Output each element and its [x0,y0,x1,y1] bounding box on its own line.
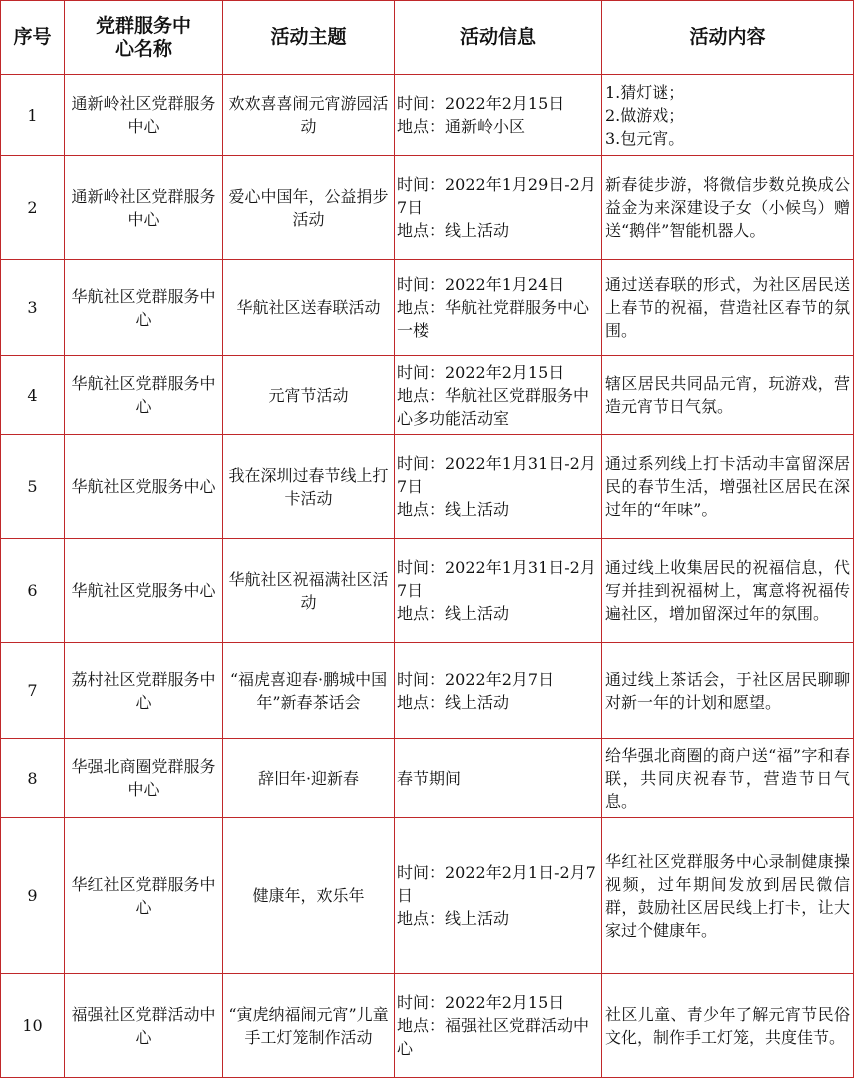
table-row [1,539,854,643]
table-row [1,75,854,156]
cell-info [395,356,602,435]
header-index: 序号 [1,1,65,75]
info-line: 地点：线上活动 [397,604,510,623]
cell-theme: “福虎喜迎春·鹏城中国年”新春茶话会 [223,643,395,739]
cell-theme: 健康年，欢乐年 [223,818,395,974]
content-line: 社区儿童、青少年了解元宵节民俗文化，制作手工灯笼，共度佳节。 [605,1004,850,1047]
cell-info [395,435,602,539]
cell-org: 华航社区党群服务中心 [65,260,223,356]
table-row [1,356,854,435]
info-line: 时间：2022年2月15日 [397,993,565,1012]
info-line: 时间：2022年1月29日-2月7日 [397,175,596,217]
table-header-row [1,1,854,75]
cell-content [602,974,854,1078]
info-line: 时间：2022年2月15日 [397,94,565,113]
cell-info [395,539,602,643]
content-line: 通过系列线上打卡活动丰富留深居民的春节生活，增强社区居民在深过年的“年味”。 [605,454,850,519]
cell-org: 华航社区党服务中心 [65,435,223,539]
info-line: 时间：2022年1月31日-2月7日 [397,558,596,600]
content-line: 给华强北商圈的商户送“福”字和春联，共同庆祝春节，营造节日气息。 [605,745,850,811]
cell-index: 6 [1,539,65,643]
info-line: 地点：线上活动 [397,909,510,928]
table-row [1,260,854,356]
content-line: 通过线上收集居民的祝福信息，代写并挂到祝福树上，寓意将祝福传遍社区，增加留深过年的氛围。 [605,558,850,623]
cell-theme: 辞旧年·迎新春 [223,739,395,818]
cell-index: 9 [1,818,65,974]
cell-org: 华红社区党群服务中心 [65,818,223,974]
info-line: 时间：2022年2月7日 [397,669,555,689]
cell-content [602,356,854,435]
info-line: 地点：华航社区党群服务中心多功能活动室 [397,385,590,428]
table-body [1,75,854,1078]
table-row [1,643,854,739]
header-org: 党群服务中心名称 [65,1,223,75]
table-row [1,435,854,539]
info-line: 春节期间 [397,768,462,788]
info-line: 时间：2022年1月24日 [397,275,565,294]
cell-info [395,739,602,818]
cell-index: 1 [1,75,65,156]
info-line: 地点：线上活动 [397,692,510,712]
cell-org: 通新岭社区党群服务中心 [65,156,223,260]
cell-info [395,974,602,1078]
table-row [1,156,854,260]
table-row [1,974,854,1078]
info-line: 时间：2022年2月15日 [397,362,565,382]
content-line: 2.做游戏； [605,105,685,125]
cell-content [602,539,854,643]
cell-theme: 华航社区送春联活动 [223,260,395,356]
cell-content [602,739,854,818]
cell-content [602,156,854,260]
info-line: 地点：线上活动 [397,500,510,519]
cell-org: 华航社区党群服务中心 [65,356,223,435]
cell-info [395,643,602,739]
content-line: 1.猜灯谜； [605,82,685,102]
header-theme: 活动主题 [223,1,395,75]
info-line: 地点：华航社党群服务中心一楼 [397,298,590,340]
cell-org: 荔村社区党群服务中心 [65,643,223,739]
cell-index: 8 [1,739,65,818]
cell-index: 10 [1,974,65,1078]
cell-org: 福强社区党群活动中心 [65,974,223,1078]
cell-org: 华强北商圈党群服务中心 [65,739,223,818]
info-line: 地点：线上活动 [397,221,510,240]
cell-content [602,818,854,974]
content-line: 通过送春联的形式，为社区居民送上春节的祝福，营造社区春节的氛围。 [605,275,850,340]
cell-index: 4 [1,356,65,435]
cell-theme: 元宵节活动 [223,356,395,435]
cell-info [395,818,602,974]
cell-org: 华航社区党服务中心 [65,539,223,643]
cell-index: 3 [1,260,65,356]
cell-theme: 爱心中国年，公益捐步活动 [223,156,395,260]
content-line: 华红社区党群服务中心录制健康操视频，过年期间发放到居民微信群，鼓励社区居民线上打卡，让大家过个健康年。 [605,851,850,940]
cell-theme: 我在深圳过春节线上打卡活动 [223,435,395,539]
info-line: 时间：2022年2月1日-2月7日 [397,863,596,905]
content-line: 辖区居民共同品元宵，玩游戏，营造元宵节日气氛。 [605,374,850,416]
header-content: 活动内容 [602,1,854,75]
cell-theme: 华航社区祝福满社区活动 [223,539,395,643]
content-line: 新春徒步游，将微信步数兑换成公益金为来深建设子女（小候鸟）赠送“鹅伴”智能机器人。 [605,175,850,240]
header-info: 活动信息 [395,1,602,75]
cell-info [395,260,602,356]
cell-theme: “寅虎纳福闹元宵”儿童手工灯笼制作活动 [223,974,395,1078]
info-line: 地点：福强社区党群活动中心 [397,1016,590,1058]
cell-index: 5 [1,435,65,539]
cell-index: 2 [1,156,65,260]
cell-theme: 欢欢喜喜闹元宵游园活动 [223,75,395,156]
cell-content [602,260,854,356]
cell-content [602,75,854,156]
cell-index: 7 [1,643,65,739]
cell-content [602,643,854,739]
content-line: 通过线上茶话会，于社区居民聊聊对新一年的计划和愿望。 [605,669,850,712]
cell-info [395,156,602,260]
table-row [1,818,854,974]
info-line: 地点：通新岭小区 [397,117,526,136]
cell-info [395,75,602,156]
content-line: 3.包元宵。 [605,128,685,148]
table-row [1,739,854,818]
cell-org: 通新岭社区党群服务中心 [65,75,223,156]
info-line: 时间：2022年1月31日-2月7日 [397,454,596,496]
cell-content [602,435,854,539]
